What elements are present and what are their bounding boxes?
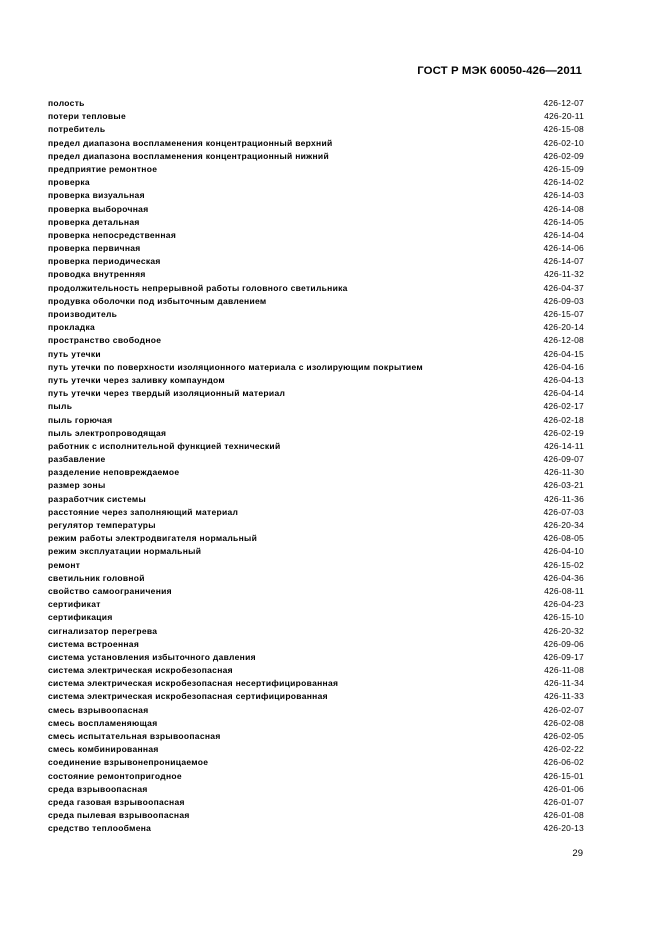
index-term: продолжительность непрерывной работы головного светильника bbox=[48, 282, 348, 293]
index-term: среда пылевая взрывоопасная bbox=[48, 810, 190, 821]
index-entry bbox=[48, 651, 584, 664]
index-code: 426-02-07 bbox=[543, 704, 584, 715]
index-term: сертификат bbox=[48, 599, 101, 610]
index-code: 426-01-07 bbox=[543, 796, 584, 807]
index-entry bbox=[48, 519, 584, 532]
index-entry bbox=[48, 268, 584, 281]
index-entry bbox=[48, 730, 584, 743]
index-term: разбавление bbox=[48, 454, 106, 465]
index-code: 426-04-16 bbox=[543, 361, 584, 372]
index-term: полость bbox=[48, 98, 85, 108]
index-code: 426-09-06 bbox=[543, 638, 584, 649]
index-entry bbox=[48, 493, 584, 506]
index-term: свойство самоограничения bbox=[48, 585, 172, 596]
index-entry bbox=[48, 625, 584, 638]
index-entry bbox=[48, 479, 584, 492]
index-entry bbox=[48, 189, 584, 202]
index-entry bbox=[48, 229, 584, 242]
term-index bbox=[48, 97, 584, 836]
index-entry bbox=[48, 572, 584, 585]
index-code: 426-20-11 bbox=[544, 111, 584, 122]
index-entry bbox=[48, 203, 584, 216]
index-code: 426-01-06 bbox=[543, 783, 584, 794]
index-code: 426-09-07 bbox=[543, 454, 584, 465]
index-entry bbox=[48, 585, 584, 598]
index-entry bbox=[48, 664, 584, 677]
index-code: 426-08-11 bbox=[544, 585, 584, 596]
index-term: проверка первичная bbox=[48, 243, 141, 254]
index-term: расстояние через заполняющий материал bbox=[48, 506, 239, 517]
index-term: потери тепловые bbox=[48, 111, 126, 122]
index-code: 426-14-05 bbox=[543, 216, 584, 227]
index-entry bbox=[48, 123, 584, 136]
index-code: 426-11-32 bbox=[544, 269, 584, 280]
index-code: 426-14-06 bbox=[543, 243, 584, 254]
index-code: 426-09-03 bbox=[543, 295, 584, 306]
index-term: проверка непосредственная bbox=[48, 229, 177, 240]
index-term: система электрическая искробезопасная bbox=[48, 665, 233, 676]
index-entry bbox=[48, 598, 584, 611]
index-entry bbox=[48, 704, 584, 717]
index-term: ремонт bbox=[48, 559, 81, 570]
index-entry bbox=[48, 216, 584, 229]
index-term: работник с исполнительной функцией технический bbox=[48, 440, 281, 451]
index-code: 426-02-05 bbox=[543, 731, 584, 741]
index-code: 426-12-08 bbox=[543, 335, 584, 346]
index-entry bbox=[48, 110, 584, 123]
index-entry bbox=[48, 440, 584, 453]
index-entry bbox=[48, 361, 584, 374]
index-term: проводка внутренняя bbox=[48, 269, 146, 280]
index-term: пыль электропроводящая bbox=[48, 427, 167, 438]
index-entry bbox=[48, 163, 584, 176]
index-entry bbox=[48, 295, 584, 308]
index-term: путь утечки по поверхности изоляционного материала с изолирующим покрытием bbox=[48, 361, 424, 372]
index-term: среда газовая взрывоопасная bbox=[48, 796, 185, 807]
index-term: режим работы электродвигателя нормальный bbox=[48, 533, 258, 544]
index-entry bbox=[48, 796, 584, 809]
index-code: 426-11-34 bbox=[544, 678, 584, 689]
index-entry bbox=[48, 756, 584, 769]
index-entry bbox=[48, 638, 584, 651]
index-code: 426-14-11 bbox=[544, 440, 584, 451]
index-term: смесь комбинированная bbox=[48, 744, 159, 755]
index-entry bbox=[48, 743, 584, 756]
index-code: 426-03-21 bbox=[543, 480, 584, 491]
index-term: светильник головной bbox=[48, 572, 145, 583]
index-code: 426-04-23 bbox=[543, 599, 584, 610]
index-entry bbox=[48, 176, 584, 189]
index-term: смесь испытательная взрывоопасная bbox=[48, 731, 221, 741]
index-code: 426-11-36 bbox=[544, 493, 584, 504]
index-term: сигнализатор перегрева bbox=[48, 625, 158, 636]
index-entry bbox=[48, 374, 584, 387]
index-term: прокладка bbox=[48, 322, 96, 333]
index-term: система установления избыточного давления bbox=[48, 651, 256, 662]
index-term: путь утечки через твердый изоляционный материал bbox=[48, 388, 286, 399]
index-term: проверка визуальная bbox=[48, 190, 145, 201]
index-code: 426-06-02 bbox=[543, 757, 584, 768]
index-code: 426-04-36 bbox=[543, 572, 584, 583]
index-code: 426-09-17 bbox=[543, 651, 584, 662]
page-number: 29 bbox=[572, 848, 583, 859]
index-entry bbox=[48, 427, 584, 440]
index-entry bbox=[48, 822, 584, 835]
index-entry bbox=[48, 308, 584, 321]
index-entry bbox=[48, 387, 584, 400]
index-entry bbox=[48, 717, 584, 730]
index-entry bbox=[48, 97, 584, 110]
index-code: 426-14-08 bbox=[543, 203, 584, 214]
index-term: проверка выборочная bbox=[48, 203, 149, 214]
index-code: 426-04-13 bbox=[543, 374, 584, 385]
index-term: пыль горючая bbox=[48, 414, 113, 425]
index-entry bbox=[48, 809, 584, 822]
index-term: система электрическая искробезопасная сертифицированная bbox=[48, 691, 328, 702]
index-term: пыль bbox=[48, 401, 73, 412]
index-code: 426-02-09 bbox=[543, 150, 584, 161]
index-term: система встроенная bbox=[48, 638, 140, 649]
index-code: 426-15-01 bbox=[543, 770, 584, 781]
index-entry bbox=[48, 150, 584, 163]
index-entry bbox=[48, 334, 584, 347]
index-entry bbox=[48, 453, 584, 466]
index-term: разработчик системы bbox=[48, 493, 147, 504]
index-term: регулятор температуры bbox=[48, 520, 156, 530]
index-code: 426-07-03 bbox=[543, 506, 584, 517]
index-entry bbox=[48, 532, 584, 545]
index-term: режим эксплуатации нормальный bbox=[48, 546, 202, 557]
index-code: 426-14-07 bbox=[543, 256, 584, 267]
index-term: смесь взрывоопасная bbox=[48, 704, 149, 715]
index-code: 426-11-08 bbox=[544, 665, 584, 676]
document-header: ГОСТ Р МЭК 60050-426—2011 bbox=[417, 65, 582, 77]
index-term: потребитель bbox=[48, 124, 106, 135]
index-term: соединение взрывонепроницаемое bbox=[48, 757, 209, 768]
index-entry bbox=[48, 348, 584, 361]
index-term: производитель bbox=[48, 309, 118, 319]
index-code: 426-14-03 bbox=[543, 190, 584, 201]
index-entry bbox=[48, 559, 584, 572]
index-entry bbox=[48, 466, 584, 479]
index-code: 426-14-04 bbox=[543, 229, 584, 240]
index-code: 426-20-34 bbox=[543, 520, 584, 530]
index-code: 426-04-15 bbox=[543, 348, 584, 359]
index-term: разделение неповреждаемое bbox=[48, 467, 180, 478]
index-term: предел диапазона воспламенения концентрационный нижний bbox=[48, 150, 329, 161]
index-entry bbox=[48, 255, 584, 268]
index-code: 426-15-09 bbox=[543, 163, 584, 174]
index-term: путь утечки bbox=[48, 348, 101, 359]
index-entry bbox=[48, 242, 584, 255]
index-term: предел диапазона воспламенения концентрационный верхний bbox=[48, 137, 333, 148]
index-code: 426-20-13 bbox=[543, 823, 584, 834]
index-entry bbox=[48, 690, 584, 703]
index-code: 426-04-37 bbox=[543, 282, 584, 293]
index-term: путь утечки через заливку компаундом bbox=[48, 374, 225, 385]
index-entry bbox=[48, 783, 584, 796]
index-entry bbox=[48, 282, 584, 295]
index-code: 426-02-08 bbox=[543, 717, 584, 728]
index-term: пространство свободное bbox=[48, 335, 162, 346]
index-code: 426-01-08 bbox=[543, 810, 584, 821]
index-term: состояние ремонтопригодное bbox=[48, 770, 182, 781]
index-code: 426-11-30 bbox=[544, 467, 584, 478]
index-code: 426-11-33 bbox=[544, 691, 584, 702]
index-code: 426-20-14 bbox=[543, 322, 584, 333]
index-code: 426-02-17 bbox=[543, 401, 584, 412]
index-term: проверка периодическая bbox=[48, 256, 161, 267]
index-term: средство теплообмена bbox=[48, 823, 152, 834]
index-term: предприятие ремонтное bbox=[48, 163, 158, 174]
index-term: среда взрывоопасная bbox=[48, 783, 148, 794]
index-term: сертификация bbox=[48, 612, 113, 623]
index-code: 426-14-02 bbox=[543, 177, 584, 188]
index-entry bbox=[48, 321, 584, 334]
index-code: 426-15-07 bbox=[543, 309, 584, 319]
index-term: размер зоны bbox=[48, 480, 106, 491]
index-code: 426-02-22 bbox=[543, 744, 584, 755]
index-code: 426-04-14 bbox=[543, 388, 584, 399]
index-entry bbox=[48, 506, 584, 519]
index-code: 426-15-10 bbox=[543, 612, 584, 623]
index-entry bbox=[48, 611, 584, 624]
index-entry bbox=[48, 545, 584, 558]
index-code: 426-04-10 bbox=[543, 546, 584, 557]
index-code: 426-02-18 bbox=[543, 414, 584, 425]
index-entry bbox=[48, 400, 584, 413]
index-entry bbox=[48, 414, 584, 427]
index-term: смесь воспламеняющая bbox=[48, 717, 158, 728]
index-code: 426-02-19 bbox=[543, 427, 584, 438]
index-term: проверка bbox=[48, 177, 90, 188]
index-code: 426-15-02 bbox=[543, 559, 584, 570]
index-term: система электрическая искробезопасная несертифицированная bbox=[48, 678, 339, 689]
index-code: 426-20-32 bbox=[543, 625, 584, 636]
index-code: 426-15-08 bbox=[543, 124, 584, 135]
index-code: 426-02-10 bbox=[543, 137, 584, 148]
index-entry bbox=[48, 137, 584, 150]
index-entry bbox=[48, 677, 584, 690]
index-term: проверка детальная bbox=[48, 216, 140, 227]
index-code: 426-12-07 bbox=[543, 98, 584, 108]
index-term: продувка оболочки под избыточным давлением bbox=[48, 295, 267, 306]
index-entry bbox=[48, 770, 584, 783]
index-code: 426-08-05 bbox=[543, 533, 584, 544]
